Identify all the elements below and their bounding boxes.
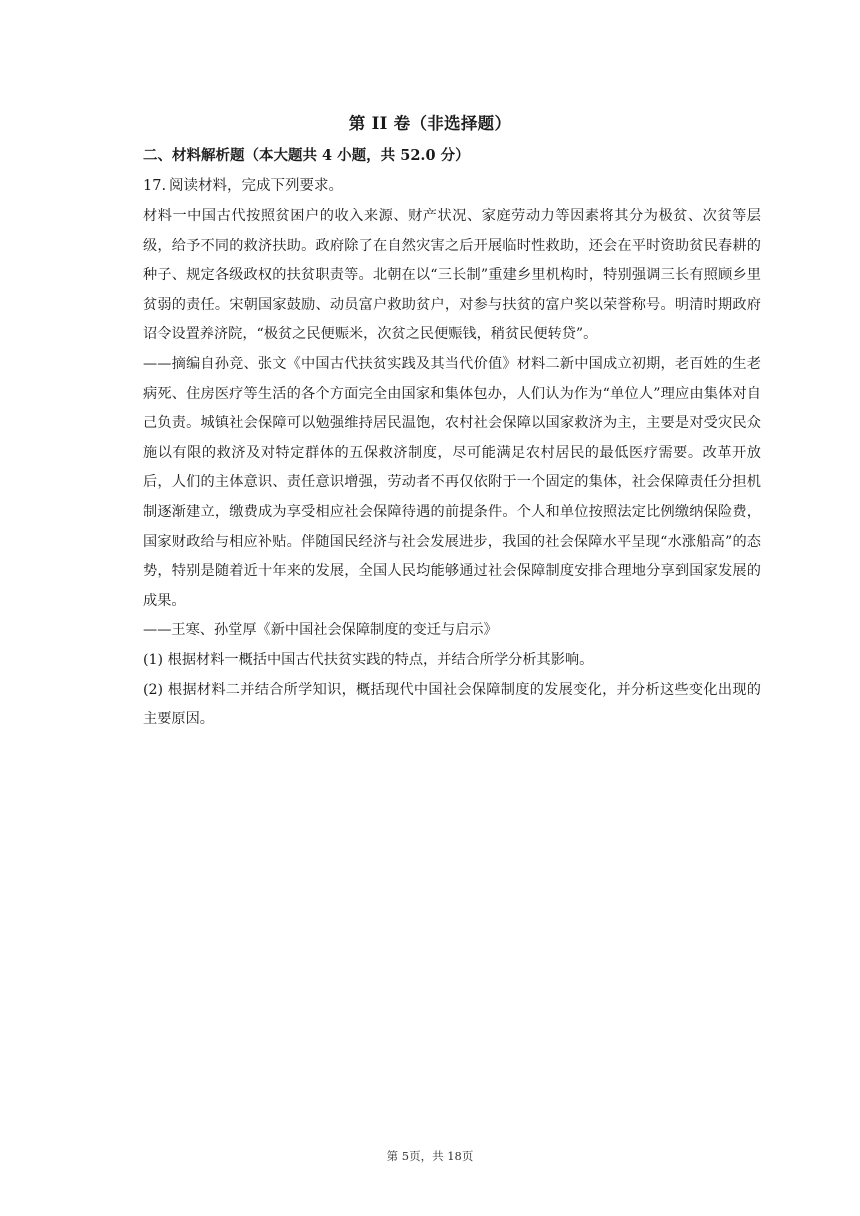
- sub-question-1-text: 根据材料一概括中国古代扶贫实践的特点，并结合所学分析其影响。: [167, 651, 594, 668]
- sub-question-2-mark: (2): [143, 681, 164, 698]
- material-one-paragraph: 材料一中国古代按照贫困户的收入来源、财产状况、家庭劳动力等因素将其分为极贫、次贫等层级，给予不同的救济扶助。政府除了在自然灾害之后开展临时性救助，还会在平时资助贫民春耕的种子、规定各级政权的扶贫职责等。北朝在以“三长制”重建乡里机构时，特别强调三长有照顾乡里贫弱的责任。宋朝国家鼓励、动员富户救助贫户，对参与扶贫的富户奖以荣誉称号。明清时期政府诏令设置养济院，“极贫之民便赈米，次贫之民便赈钱，稍贫民便转贷”。: [143, 208, 761, 343]
- question-header: [143, 176, 761, 196]
- section-title: 第 II 卷（非选择题）: [348, 114, 512, 133]
- question-prompt: 阅读材料，完成下列要求。: [169, 178, 343, 194]
- material-two-source: ——王寒、孙堂厚《新中国社会保障制度的变迁与启示》: [143, 622, 498, 639]
- question-number: 17.: [143, 178, 167, 194]
- sub-question-1-mark: (1): [143, 651, 164, 668]
- sub-question-2-text: 根据材料二并结合所学知识，概括现代中国社会保障制度的发展变化，并分析这些变化出现的主要原因。: [143, 681, 761, 728]
- part-heading: 二、材料解析题（本大题共 4 小题，共 52.0 分）: [143, 147, 470, 164]
- question-content: [143, 146, 761, 735]
- material-two-paragraph: ——摘编自孙竞、张文《中国古代扶贫实践及其当代价值》材料二新中国成立初期，老百姓的生老病死、住房医疗等生活的各个方面完全由国家和集体包办，人们认为作为“单位人”理应由集体对自己负责。城镇社会保障可以勉强维持居民温饱，农村社会保障以国家救济为主，主要是对受灾民众施以有限的救济及对特定群体的五保救济制度，尽可能满足农村居民的最低医疗需要。改革开放后，人们的主体意识、责任意识增强，劳动者不再仅依附于一个固定的集体，社会保障责任分担机制逐渐建立，缴费成为享受相应社会保障待遇的前提条件。个人和单位按照法定比例缴纳保险费，国家财政给与相应补贴。伴随国民经济与社会发展进步，我国的社会保障水平呈现“水涨船高”的态势，特别是随着近十年来的发展，全国人民均能够通过社会保障制度安排合理地分享到国家发展的成果。: [143, 355, 761, 609]
- page-footer: 第 5页，共 18页: [386, 1149, 474, 1163]
- sub-question-1: [143, 646, 761, 676]
- sub-question-2: [143, 676, 761, 735]
